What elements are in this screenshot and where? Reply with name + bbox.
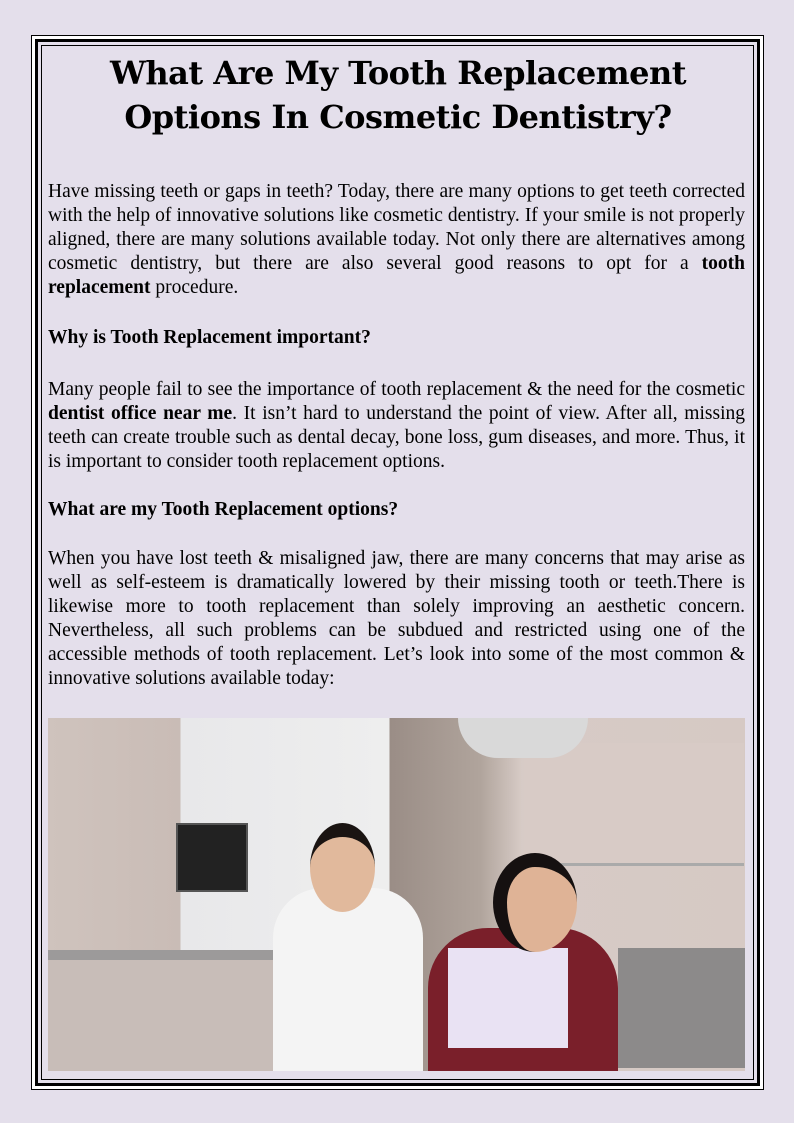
dentist	[273, 888, 423, 1071]
importance-paragraph	[48, 378, 745, 474]
bold-link-text: dentist office near me	[48, 403, 233, 424]
options-paragraph: When you have lost teeth & misaligned jaw, there are many concerns that may arise as well as self-esteem is dramatically lowered by their missing tooth or teeth.There is likewise more to tooth replacement than solely improving an aesthetic concern. Nevertheless, all such problems can be subdued and restricted using one of the accessible methods of tooth replacement. Let’s look into some of the most common & innovative solutions available today:	[48, 548, 745, 689]
bold-link-text: tooth replacement	[48, 253, 745, 298]
page-title: What Are My Tooth Replacement Options In Cosmetic Dentistry?	[109, 54, 687, 136]
text: procedure.	[150, 277, 239, 298]
intro-paragraph	[48, 180, 745, 300]
text: . It isn’t hard to understand the point of view. After all, missing teeth can create trouble such as dental decay, bone loss, gum diseases, and more. Thus, it is important to consider tooth replacement options.	[48, 403, 745, 472]
dental-light	[458, 718, 588, 758]
monitor	[176, 823, 248, 892]
dental-office-photo	[48, 718, 745, 1071]
section-heading: Why is Tooth Replacement important?	[48, 327, 371, 348]
section-heading: What are my Tooth Replacement options?	[48, 499, 399, 520]
text: Have missing teeth or gaps in teeth? Today, there are many options to get teeth corrected with the help of innovative solutions like cosmetic dentistry. If your smile is not properly aligned, there are many solutions available today. Not only there are alternatives among cosmetic dentistry, but there are also several good reasons to opt for a	[48, 181, 745, 274]
cabinet	[48, 958, 273, 1071]
text: Many people fail to see the importance of tooth replacement & the need for the cosmetic	[48, 379, 745, 400]
